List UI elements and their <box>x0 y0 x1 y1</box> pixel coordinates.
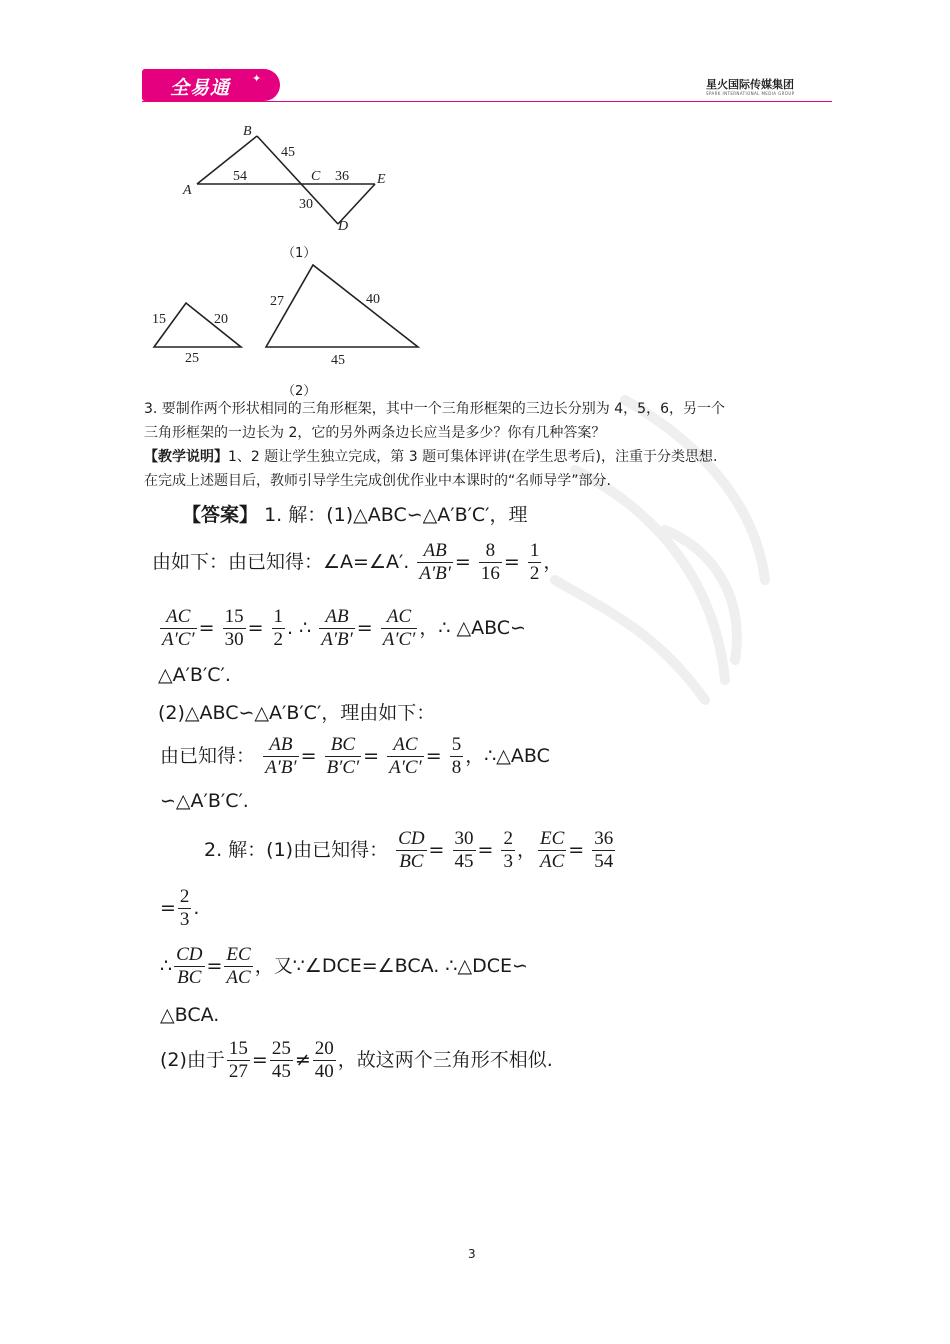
fraction: $\frac{25}{45}$ <box>271 1038 291 1082</box>
figure-1-caption: （1） <box>282 246 317 261</box>
small-left: 15 <box>152 312 166 327</box>
fraction: $\frac{AC}{A'C'}$ <box>162 606 195 650</box>
answer-line-10: ∴ $\frac{CD}{BC}$ = $\frac{EC}{AC}$ ，又∵∠DCE=∠BCA. ∴△DCE∽ <box>160 944 528 988</box>
teaching-note-line-1: 【教学说明】1、2 题让学生独立完成，第 3 题可集体评讲(在学生思考后)，注重于分类思想. <box>144 449 718 465</box>
label-A: A <box>183 183 192 198</box>
company-name: 星火国际传媒集团 <box>706 78 794 91</box>
side-AC: 54 <box>233 169 247 184</box>
small-right: 20 <box>214 312 228 327</box>
fraction: $\frac{5}{8}$ <box>451 734 462 778</box>
fraction: $\frac{CD}{BC}$ <box>398 828 425 872</box>
side-CE: 36 <box>335 169 349 184</box>
large-left: 27 <box>270 294 284 309</box>
teaching-note-line-2: 在完成上述题目后，教师引导学生完成创优作业中本课时的“名师导学”部分. <box>144 473 611 489</box>
answer-line-2: 由如下：由已知得：∠A=∠A′. $\frac{AB}{A'B'}$ = $\frac{8}{16}$ = $\frac{1}{2}$ ， <box>152 540 563 584</box>
answer-line-5: (2)△ABC∽△A′B′C′，理由如下： <box>158 702 436 724</box>
fraction: $\frac{2}{3}$ <box>179 886 190 930</box>
figure-1 <box>175 120 405 240</box>
fraction: $\frac{15}{27}$ <box>228 1038 248 1082</box>
fraction: $\frac{CD}{BC}$ <box>176 944 203 988</box>
fraction: $\frac{AB}{A'B'}$ <box>419 540 451 584</box>
figure-2-caption: （2） <box>282 384 317 399</box>
figure-2 <box>145 258 430 368</box>
fraction: $\frac{AB}{A'B'}$ <box>265 734 297 778</box>
label-E: E <box>377 172 386 187</box>
answer-line-8: 2. 解：(1)由已知得： $\frac{CD}{BC}$ = $\frac{30}{45}$ = $\frac{2}{3}$ ， $\frac{EC}{AC}$ = $\frac{36}{54}$ <box>204 828 614 872</box>
segment-ED <box>338 184 375 224</box>
fraction: $\frac{EC}{AC}$ <box>540 828 565 872</box>
logo-text: 全易通 <box>170 77 231 99</box>
answer-line-3: $\frac{AC}{A'C'}$ = $\frac{15}{30}$ = $\frac{1}{2}$ . ∴ $\frac{AB}{A'B'}$ = $\frac{AC}{A'C'}$ ，∴ △ABC∽ <box>162 606 526 650</box>
fraction: $\frac{20}{40}$ <box>314 1038 334 1082</box>
answer-line-11: △BCA. <box>160 1004 220 1026</box>
answer-line-4: △A′B′C′. <box>158 664 231 686</box>
label-B: B <box>243 124 252 139</box>
fraction: $\frac{AC}{A'C'}$ <box>382 606 416 650</box>
question-3 <box>144 397 725 493</box>
answer-line-7: ∽△A′B′C′. <box>160 790 249 812</box>
large-triangle <box>266 265 418 347</box>
fraction: $\frac{1}{2}$ <box>529 540 540 584</box>
answer-tag: 【答案】 <box>182 504 259 526</box>
side-CD: 30 <box>299 197 313 212</box>
large-right: 40 <box>366 292 380 307</box>
fraction: $\frac{BC}{B'C'}$ <box>326 734 360 778</box>
segment-AB <box>197 136 257 184</box>
large-base: 45 <box>331 353 345 368</box>
sparkle-icon: ✦ <box>252 72 262 85</box>
side-BC: 45 <box>281 145 295 160</box>
label-C: C <box>311 169 321 184</box>
fraction: $\frac{2}{3}$ <box>503 828 513 872</box>
fraction: $\frac{15}{30}$ <box>224 606 244 650</box>
company-name-en: SPARK INTERNATIONAL MEDIA GROUP <box>706 91 795 96</box>
fraction: $\frac{36}{54}$ <box>594 828 614 872</box>
question-3-line-2: 三角形框架的一边长为 2，它的另外两条边长应当是多少？你有几种答案？ <box>144 425 606 441</box>
question-3-line-1: 3. 要制作两个形状相同的三角形框架，其中一个三角形框架的三边长分别为 4，5，6，另一个 <box>144 401 725 417</box>
label-D: D <box>338 219 349 234</box>
fraction: $\frac{1}{2}$ <box>273 606 284 650</box>
answer-line-6: 由已知得： $\frac{AB}{A'B'}$ = $\frac{BC}{B'C'}$ = $\frac{AC}{A'C'}$ = $\frac{5}{8}$ ，∴△ABC <box>160 734 550 778</box>
answer-line-12: (2)由于 $\frac{15}{27}$ = $\frac{25}{45}$ ≠ $\frac{20}{40}$ ，故这两个三角形不相似. <box>160 1038 553 1082</box>
fraction: $\frac{AB}{A'B'}$ <box>321 606 353 650</box>
segment-BD <box>257 136 338 224</box>
fraction: $\frac{EC}{AC}$ <box>226 944 251 988</box>
teaching-note-tag: 【教学说明】 <box>144 449 228 465</box>
fraction: $\frac{30}{45}$ <box>454 828 474 872</box>
header-rule <box>142 101 832 102</box>
page-number: 3 <box>468 1247 476 1261</box>
small-base: 25 <box>185 351 199 366</box>
fraction: $\frac{8}{16}$ <box>480 540 500 584</box>
fraction: $\frac{AC}{A'C'}$ <box>389 734 422 778</box>
answer-line-1: 【答案】 1. 解：(1)△ABC∽△A′B′C′，理 <box>182 504 528 526</box>
answer-line-9: = $\frac{2}{3}$ . <box>160 886 200 930</box>
